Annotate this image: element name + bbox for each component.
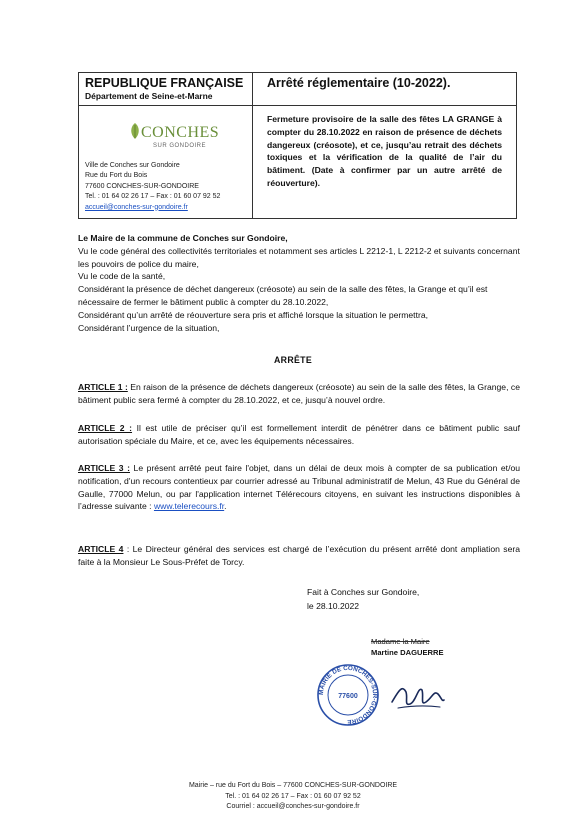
consideration-item: Vu le code général des collectivités territoriales et notamment ses articles L 2212-1, L 2212-2 et suivants concernant les pouvoirs de police du maire, — [78, 245, 520, 269]
article-1 — [78, 381, 520, 407]
decree-title: Arrêté réglementaire (10-2022). — [267, 76, 451, 90]
considerations — [78, 232, 520, 334]
signer-name: Martine DAGUERRE — [371, 647, 444, 657]
town-logo — [127, 116, 220, 156]
article-label: ARTICLE 1 : — [78, 382, 128, 392]
article-label: ARTICLE 3 : — [78, 463, 130, 473]
consideration-item: Vu le code de la santé, — [78, 271, 166, 282]
page-footer — [0, 781, 586, 813]
address-email-link[interactable]: accueil@conches-sur-gondoire.fr — [85, 203, 188, 211]
consideration-item: Considérant l’urgence de la situation, — [78, 322, 220, 333]
signer-title: Madame la Maire — [371, 637, 430, 646]
article-4 — [78, 543, 520, 569]
logo-tagline: SUR GONDOIRE — [153, 143, 207, 149]
date: le 28.10.2022 — [307, 601, 360, 611]
official-stamp-icon — [316, 663, 380, 727]
article-text: : Le Directeur général des services est chargé de l’exécution du présent arrêté dont ampliation sera faite à la Monsieur Le Sous-Préfet de Torcy. — [78, 544, 521, 567]
footer-phone: Tel. : 01 64 02 26 17 – Fax : 01 60 07 92 52 — [225, 792, 361, 800]
handwritten-signature-icon — [388, 672, 446, 714]
republic-label: REPUBLIQUE FRANÇAISE — [85, 76, 244, 90]
header-table — [78, 72, 517, 219]
article-2 — [78, 422, 520, 448]
department-label: Département de Seine-et-Marne — [85, 91, 213, 101]
place-date — [307, 585, 419, 613]
address-line: 77600 CONCHES-SUR-GONDOIRE — [85, 182, 199, 190]
consideration-item: Considérant la présence de déchet dangereux (créosote) au sein de la salle des fêtes, la Grange et qu’il est nécessaire de fermer le bâtiment public à compter du 28.10.2022, — [78, 284, 488, 307]
place: Fait à Conches sur Gondoire, — [307, 587, 420, 597]
article-label: ARTICLE 2 : — [78, 423, 133, 433]
article-text: Le présent arrêté peut faire l'objet, dans un délai de deux mois à compter de sa publication et/ou notification, d'un recours contentieux par courrier adressé au Tribunal administratif de Melun, 43 Rue du Général de Gaulle, 77000 Melun, ou par l'application internet Télérecours citoyens, en suivant les instructions disponibles à l’adresse suivante : — [78, 463, 521, 512]
logo-brand: CONCHES — [141, 124, 220, 141]
header-right-top — [253, 73, 517, 106]
address-phone: Tel. : 01 64 02 26 17 – Fax : 01 60 07 92 52 — [85, 193, 221, 201]
article-text: Il est utile de préciser qu’il est formellement interdit de pénétrer dans ce bâtiment public sauf autorisation spéciale du Maire, et ce, avec les équipements nécessaires. — [78, 423, 520, 446]
decree-description: Fermeture provisoire de la salle des fêtes LA GRANGE à compter du 28.10.2022 en raison de présence de déchets dangereux (créosote), et ce, jusqu’au retrait des déchets toxiques et la vérification de la qualité de l’air du bâtiment. (Date à confirmer par un autre arrêté de réouverture). — [267, 114, 502, 188]
telerecours-link[interactable]: www.telerecours.fr — [153, 501, 225, 512]
address-line: Ville de Conches sur Gondoire — [85, 162, 180, 169]
consideration-item: Considérant qu’un arrêté de réouverture sera pris et affiché lorsque la situation le permettra, — [78, 309, 428, 320]
stamp-code: 77600 — [338, 693, 358, 700]
mayor-intro: Le Maire de la commune de Conches sur Gondoire, — [78, 233, 288, 243]
town-address — [85, 161, 220, 213]
signer-block — [371, 637, 444, 658]
footer-address: Mairie – rue du Fort du Bois – 77600 CONCHES-SUR-GONDOIRE — [188, 782, 398, 789]
arrete-heading: ARRÊTE — [274, 355, 312, 365]
article-label: ARTICLE 4 — [78, 544, 124, 554]
header-left-top — [79, 73, 253, 106]
stamp-text: MAIRIE DE CONCHES-SUR-GONDOIRE — [317, 664, 379, 726]
header-right-bottom — [253, 106, 517, 219]
header-left-bottom — [79, 106, 253, 219]
footer-email: Courriel : accueil@conches-sur-gondoire.fr — [226, 803, 360, 810]
article-text-end: . — [224, 501, 227, 512]
article-text: En raison de la présence de déchets dangereux (créosote) au sein de la salle des fêtes, la Grange, ce bâtiment public sera fermé à compter du 28.10.2022, et ce, jusqu’à nouvel ordre. — [78, 382, 521, 405]
article-3 — [78, 462, 520, 513]
address-line: Rue du Fort du Bois — [85, 172, 148, 180]
leaf-icon — [129, 122, 141, 140]
